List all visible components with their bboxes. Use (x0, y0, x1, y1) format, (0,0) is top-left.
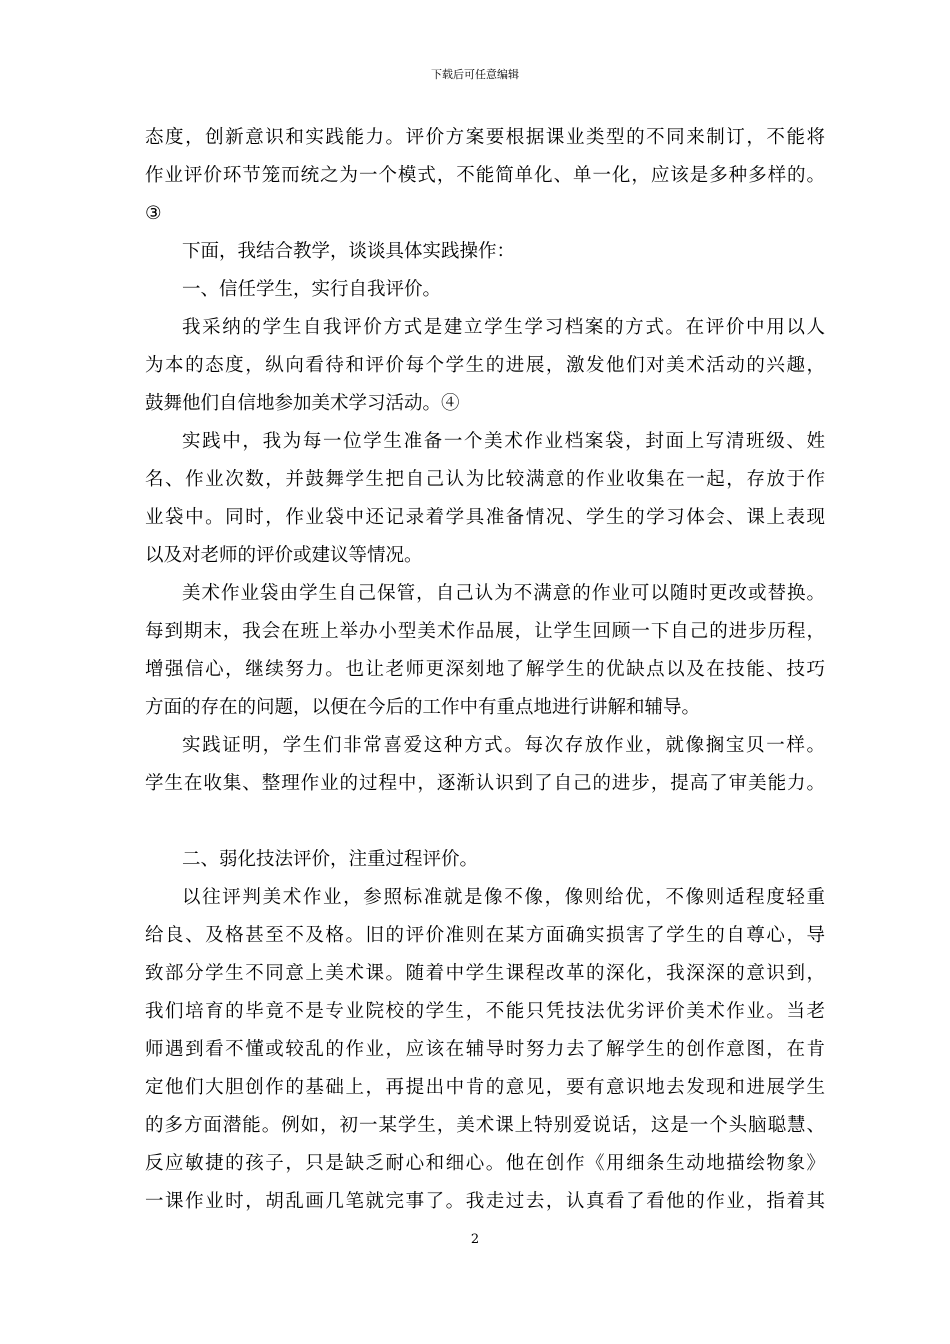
text-line: 实践中，我为每一位学生准备一个美术作业档案袋，封面上写清班级、姓 (182, 431, 825, 452)
text-line: 业袋中。同时，作业袋中还记录着学具准备情况、学生的学习体会、课上表现 (145, 507, 825, 528)
text-line: 实践证明，学生们非常喜爱这种方式。每次存放作业，就像搁宝贝一样。 (182, 735, 825, 756)
blank-line (145, 803, 825, 841)
text-line: 鼓舞他们自信地参加美术学习活动。④ (145, 393, 460, 414)
document-body (145, 119, 825, 1221)
text-line: 为本的态度，纵向看待和评价每个学生的进展，激发他们对美术活动的兴趣， (145, 355, 825, 376)
page-number: 2 (470, 1232, 480, 1247)
page-header: 下载后可任意编辑 (431, 68, 519, 81)
text-line: 学生在收集、整理作业的过程中，逐渐认识到了自己的进步，提高了审美能力。 (145, 773, 825, 794)
section-heading: 二、弱化技法评价，注重过程评价。 (182, 849, 479, 870)
text-line: 以往评判美术作业，参照标准就是像不像，像则给优，不像则适程度轻重 (182, 887, 825, 908)
text-line: 美术作业袋由学生自己保管，自己认为不满意的作业可以随时更改或替换。 (182, 583, 825, 604)
text-line: 方面的存在的问题，以便在今后的工作中有重点地进行讲解和辅导。 (145, 697, 701, 718)
text-line: 一课作业时，胡乱画几笔就完事了。我走过去，认真看了看他的作业，指着其 (145, 1191, 825, 1212)
text-line: 定他们大胆创作的基础上，再提出中肯的意见，要有意识地去发现和进展学生 (145, 1077, 825, 1098)
text-line: ③ (145, 203, 162, 224)
text-line: 致部分学生不同意上美术课。随着中学生课程改革的深化，我深深的意识到， (145, 963, 825, 984)
text-line: 以及对老师的评价或建议等情况。 (145, 545, 423, 566)
text-line: 每到期末，我会在班上举办小型美术作品展，让学生回顾一下自己的进步历程， (145, 621, 825, 642)
text-line: 我采纳的学生自我评价方式是建立学生学习档案的方式。在评价中用以人 (182, 317, 825, 338)
text-line: 名、作业次数，并鼓舞学生把自己认为比较满意的作业收集在一起，存放于作 (145, 469, 825, 490)
text-line: 给良、及格甚至不及格。旧的评价准则在某方面确实损害了学生的自尊心，导 (145, 925, 825, 946)
text-line: 增强信心，继续努力。也让老师更深刻地了解学生的优缺点以及在技能、技巧 (145, 659, 825, 680)
text-line: 的多方面潜能。例如，初一某学生，美术课上特别爱说话，这是一个头脑聪慧、 (145, 1115, 825, 1136)
text-line: 作业评价环节笼而统之为一个模式，不能简单化、单一化，应该是多种多样的。 (145, 165, 825, 186)
text-line: 态度，创新意识和实践能力。评价方案要根据课业类型的不同来制订，不能将 (145, 127, 825, 148)
section-heading: 一、信任学生，实行自我评价。 (182, 279, 442, 300)
text-line: 下面，我结合教学，谈谈具体实践操作： (182, 241, 516, 262)
text-line: 师遇到看不懂或较乱的作业，应该在辅导时努力去了解学生的创作意图，在肯 (145, 1039, 825, 1060)
text-line: 反应敏捷的孩子，只是缺乏耐心和细心。他在创作《用细条生动地描绘物象》 (145, 1153, 825, 1174)
text-line: 我们培育的毕竟不是专业院校的学生，不能只凭技法优劣评价美术作业。当老 (145, 1001, 825, 1022)
